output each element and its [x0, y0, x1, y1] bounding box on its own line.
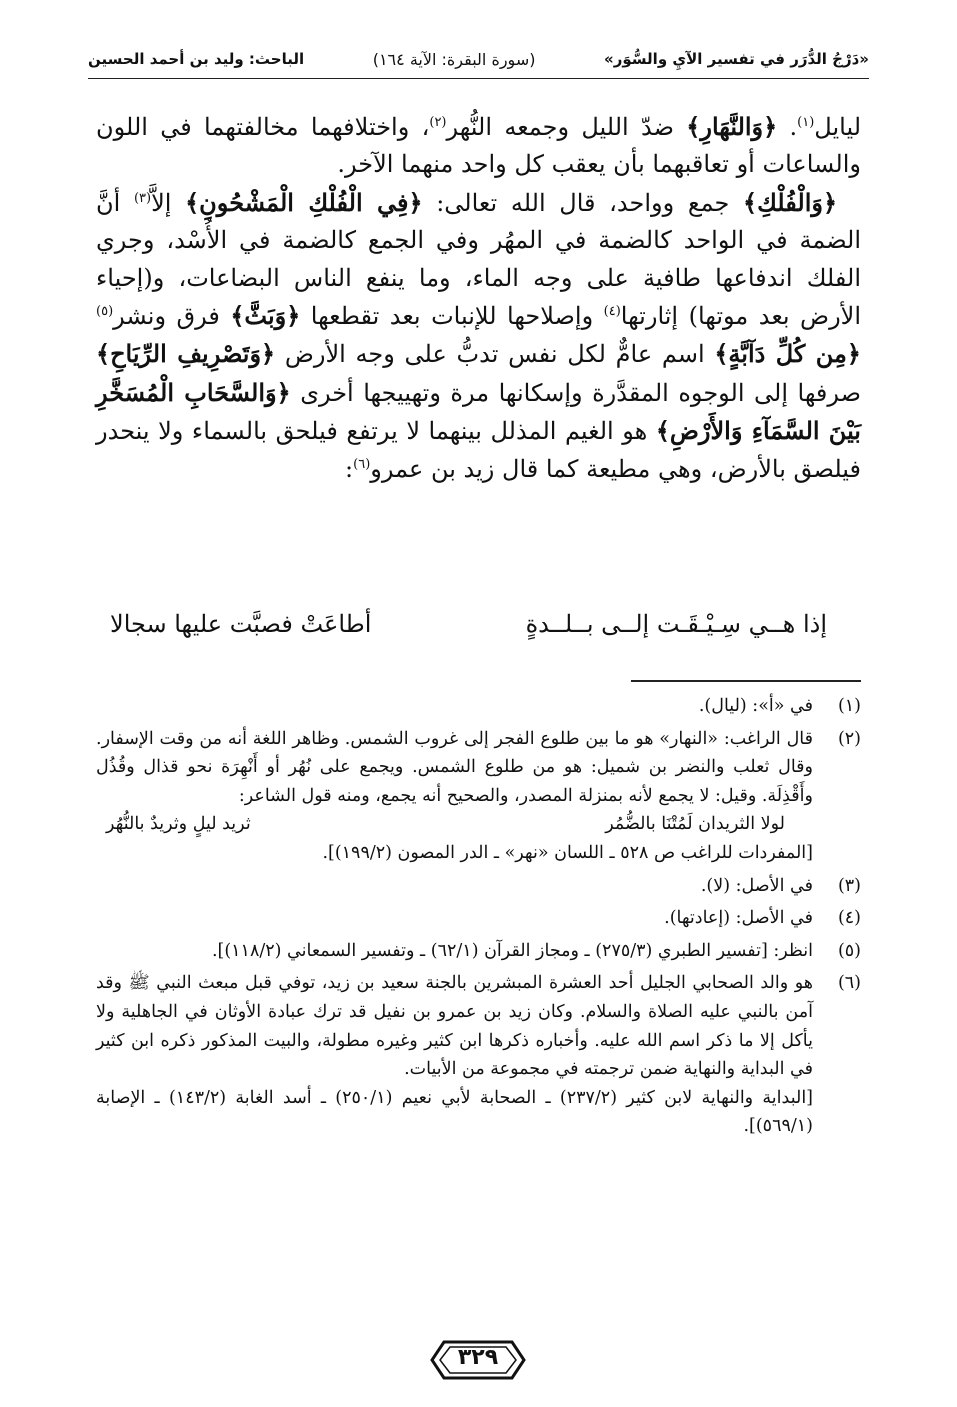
footnote-marker: (٥)	[96, 304, 114, 320]
poetry-verse	[110, 604, 827, 644]
text-run: إلاَّ	[151, 188, 186, 217]
footnote-1	[96, 692, 861, 721]
header-surah-ref: (سورة البقرة: الآية ١٦٤)	[372, 49, 536, 69]
header-author: الباحث: وليد بن أحمد الحسين	[88, 50, 305, 68]
footnote-reference: [المفردات للراغب ص ٥٢٨ ـ اللسان «نهر» ـ الدر المصون (١٩٩/٢)].	[322, 842, 813, 863]
footnotes	[96, 692, 861, 1145]
text-run: :	[345, 454, 354, 483]
text-run: ، واختلافهما مخالفتهما في اللون والساعات أو تعاقبهما بأن يعقب كل واحد منهما الآخر.	[96, 113, 861, 179]
verse-hemistich-2: أطاعَتْ فصبَّت عليها سجالا	[110, 610, 372, 638]
page-number: ٣٢٩	[457, 1345, 499, 1370]
footnote-6	[96, 969, 861, 1141]
footnote-5	[96, 937, 861, 966]
page-number-ornament	[430, 1338, 526, 1382]
text-run: فرق ونشر	[113, 302, 231, 331]
text-run: ضدّ الليل وجمعه النُّهر	[446, 113, 687, 141]
footnote-number: (٦)	[837, 973, 861, 994]
footnote-verse	[96, 810, 813, 839]
quran-quote: ﴿وَتَصْرِيفِ الرِّيَاحِ﴾	[96, 339, 276, 369]
footnote-3	[96, 872, 861, 901]
footnote-text: هو والد الصحابي الجليل أحد العشرة المبشرين بالجنة سعيد بن زيد، توفي قبل مبعث النبي ﷺ وقد آمن بالنبي عليه الصلاة والسلام. وكان زيد بن عمرو بن نفيل قد ترك عبادة الأوثان في الجاهلية ولا يأكل إلا ما ذكر اسم الله عليه. وأخباره ذكرها ابن كثير وغيره مطولة، والبيت المذكور ذكره ابن كثير في البداية والنهاية ضمن ترجمته في مجموعة من الأبيات.	[96, 973, 813, 1080]
text-run: اسم عامٌّ لكل نفس تدبُّ على وجه الأرض	[275, 340, 715, 369]
footnote-marker: (١)	[797, 115, 815, 130]
footnote-number: (١)	[837, 696, 861, 716]
running-header	[88, 40, 869, 79]
footnote-marker: (٣)	[133, 190, 152, 206]
text-run: أنَّ الضمة في الواحد كالضمة في المهُر وفي الجمع كالضمة في الأُسْد، وجري الفلك اندفاعها طافية على وجه الماء، وما ينفع الناس البضاعات، و(إحياء الأرض بعد موتها) إثارتها	[96, 188, 862, 331]
quran-quote: ﴿وَالسَّحَابِ الْمُسَخَّرِ بَيْنَ السَّمَآءِ وَالأَرْضِ﴾	[96, 377, 861, 446]
footnote-2	[96, 725, 861, 868]
footnote-verse-hemistich-1: لولا الثريدان لَمُتْنَا بالضُّمُر	[605, 814, 785, 835]
quran-quote: ﴿فِي الْفُلْكِ الْمَشْحُونِ﴾	[185, 187, 423, 217]
footnote-4	[96, 904, 861, 933]
verse-hemistich-1: إذا هــي سِـيْـقَـت إلــى بــلــدةٍ	[525, 610, 827, 638]
footnote-text: في «أ»: (ليال).	[698, 696, 813, 716]
footnote-number: (٢)	[837, 728, 861, 749]
text-run: وإصلاحها للإنبات بعد تقطعها	[300, 302, 604, 331]
paragraph-2	[96, 184, 861, 488]
text-run: هو الغيم المذلل بينهما لا يرتفع فيلحق بالسماء ولا ينحدر فيلصق بالأرض، وهي مطيعة كما قال زيد بن عمرو	[96, 417, 861, 483]
footnote-number: (٣)	[837, 875, 861, 896]
main-text	[96, 108, 861, 488]
footnote-verse-hemistich-2: ثريد ليلٍ وثريدٌ بالنُّهُر	[106, 814, 251, 835]
text-run: جمع وواحد، قال الله تعالى:	[422, 188, 743, 217]
quran-quote: ﴿وَالنَّهَارِ﴾	[686, 112, 778, 141]
text-run: صرفها إلى الوجوه المقدَّرة وإسكانها مرة وتهييجها أخرى	[290, 378, 862, 407]
footnote-text: انظر: [تفسير الطبري (٢٧٥/٣) ـ ومجاز القرآن (٦٢/١) ـ وتفسير السمعاني (١١٨/٢)].	[211, 940, 813, 961]
text-run: .	[777, 113, 798, 141]
header-book-title: «دَرْجُ الدُّرَر في تفسير الآيِ والسُّوَر»	[604, 50, 869, 68]
footnote-text: قال الراغب: «النهار» هو ما بين طلوع الفجر إلى غروب الشمس. وظاهر اللغة أنه من وقت الإسفار. وقال ثعلب والنضر بن شميل: هو من طلوع الشمس. ويجمع على نُهُر أو أَنْهِرَة نحو قذال وقُذُل وأَقْذِلَة. وقيل: لا يجمع لأنه بمنزلة المصدر، والصحيح أنه يجمع، ومنه قول الشاعر:	[96, 728, 813, 806]
footnote-marker: (٢)	[429, 115, 447, 130]
quran-quote: ﴿مِن كُلِّ دَآبَّةٍ﴾	[714, 339, 861, 369]
footnote-number: (٥)	[837, 940, 861, 961]
footnote-number: (٤)	[837, 908, 861, 929]
quran-quote: ﴿وَبَثَّ﴾	[230, 301, 301, 331]
footnote-separator	[631, 680, 861, 682]
footnote-text: في الأصل: (لا).	[700, 875, 813, 896]
footnote-marker: (٤)	[603, 304, 621, 320]
footnote-reference: [البداية والنهاية لابن كثير (٢٣٧/٢) ـ الصحابة لأبي نعيم (٢٥٠/١) ـ أسد الغابة (١٤٣/٢) ـ الإصابة (٥٦٩/١)].	[96, 1087, 814, 1137]
text-run: ليايل	[814, 113, 862, 141]
footnote-text: في الأصل: (إعادتها).	[664, 908, 813, 929]
paragraph-1	[96, 108, 861, 184]
footnote-marker: (٦)	[353, 456, 371, 472]
quran-quote: ﴿وَالْفُلْكِ﴾	[743, 187, 838, 217]
